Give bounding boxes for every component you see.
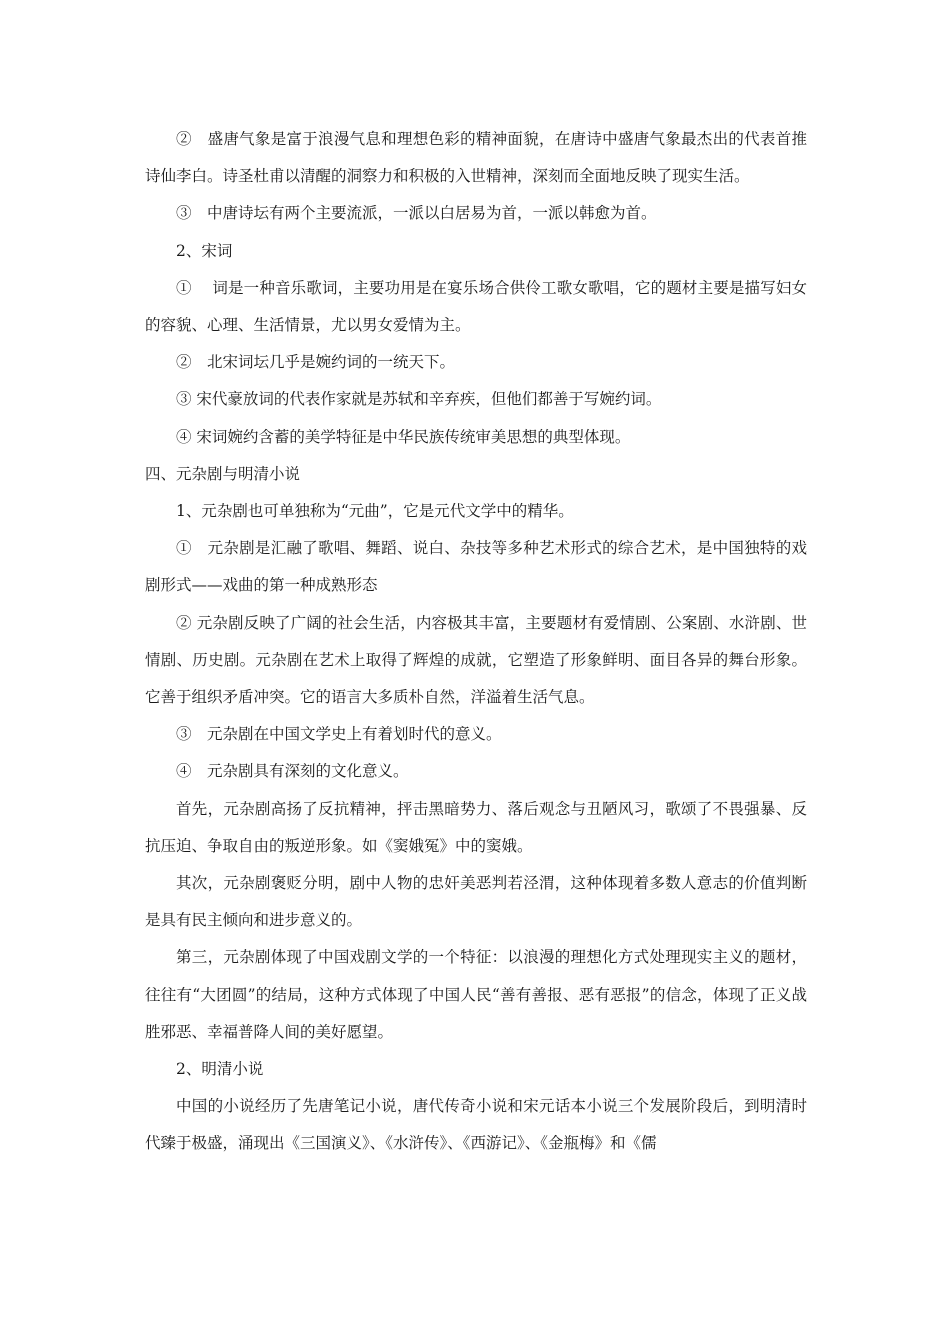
paragraph-first: 首先，元杂剧高扬了反抗精神，抨击黑暗势力、落后观念与丑陋风习，歌颂了不畏强暴、反抗压迫、争取自由的叛逆形象。如《窦娥冤》中的窦娥。 — [145, 799, 807, 855]
paragraph-tang-poetry-2: ② 盛唐气象是富于浪漫气息和理想色彩的精神面貌，在唐诗中盛唐气象最杰出的代表首推诗仙李白。诗圣杜甫以清醒的洞察力和积极的入世精神，深刻而全面地反映了现实生活。 — [145, 130, 807, 186]
paragraph-yuan-zaju-3: ③ 元杂剧在中国文学史上有着划时代的意义。 — [176, 725, 502, 744]
paragraph-song-ci-4: ④ 宋词婉约含蓄的美学特征是中华民族传统审美思想的典型体现。 — [176, 427, 631, 446]
paragraph-song-ci-3: ③ 宋代豪放词的代表作家就是苏轼和辛弃疾，但他们都善于写婉约词。 — [176, 390, 662, 409]
paragraph-tang-poetry-3: ③ 中唐诗坛有两个主要流派，一派以白居易为首，一派以韩愈为首。 — [176, 204, 657, 223]
paragraph-song-ci-1: ① 词是一种音乐歌词，主要功用是在宴乐场合供伶工歌女歌唱，它的题材主要是描写妇女的容貌、心理、生活情景，尤以男女爱情为主。 — [145, 278, 807, 335]
heading-song-ci: 2、宋词 — [176, 241, 233, 260]
paragraph-yuan-zaju-2: ② 元杂剧反映了广阔的社会生活，内容极其丰富，主要题材有爱情剧、公案剧、水浒剧、世情剧、历史剧。元杂剧在艺术上取得了辉煌的成就，它塑造了形象鲜明、面目各异的舞台形象。它善于组织矛盾冲突。它的语言大多质朴自然，洋溢着生活气息。 — [145, 613, 807, 707]
heading-ming-qing-novel: 2、明清小说 — [176, 1060, 264, 1079]
paragraph-ming-qing-novel: 中国的小说经历了先唐笔记小说，唐代传奇小说和宋元话本小说三个发展阶段后，到明清时代臻于极盛，涌现出《三国演义》、《水浒传》、《西游记》、《金瓶梅》和《儒 — [145, 1097, 807, 1153]
paragraph-third: 第三，元杂剧体现了中国戏剧文学的一个特征：以浪漫的理想化方式处理现实主义的题材，往往有“大团圆”的结局，这种方式体现了中国人民“善有善报、恶有恶报”的信念，体现了正义战胜邪恶、幸福普降人间的美好愿望。 — [145, 948, 807, 1041]
paragraph-song-ci-2: ② 北宋词坛几乎是婉约词的一统天下。 — [176, 353, 456, 372]
paragraph-yuan-zaju-1: ① 元杂剧是汇融了歌唱、舞蹈、说白、杂技等多种艺术形式的综合艺术，是中国独特的戏剧形式——戏曲的第一种成熟形态 — [145, 539, 807, 595]
paragraph-yuan-zaju-4: ④ 元杂剧具有深刻的文化意义。 — [176, 762, 409, 781]
section-heading-yuan-ming-qing: 四、元杂剧与明清小说 — [145, 464, 301, 483]
paragraph-second: 其次，元杂剧褒贬分明，剧中人物的忠奸美恶判若泾渭，这种体现着多数人意志的价值判断是具有民主倾向和进步意义的。 — [145, 874, 807, 930]
document-body — [145, 121, 807, 1163]
heading-yuan-zaju: 1、元杂剧也可单独称为“元曲”，它是元代文学中的精华。 — [176, 502, 574, 521]
